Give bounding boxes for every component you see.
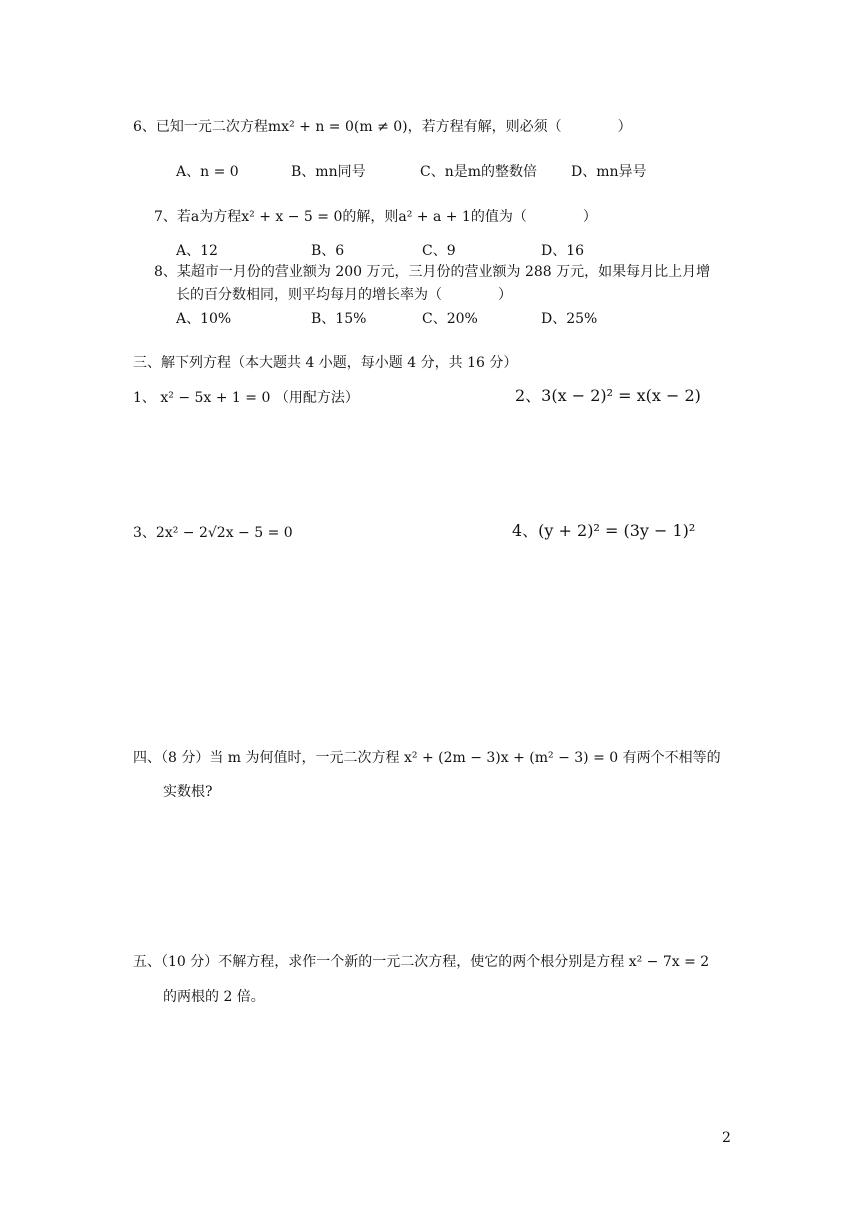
equation-problem-2: 2、3(x − 2)² = x(x − 2)	[515, 386, 701, 405]
section-5-line1: 五、（10 分）不解方程，求作一个新的一元二次方程，使它的两个根分别是方程 x² − 7x = 2	[133, 954, 710, 970]
question-8-stem-line1: 8、某超市一月份的营业额为 200 万元，三月份的营业额为 288 万元，如果每月比上月增	[154, 264, 711, 280]
q8-option-b: B、15%	[311, 311, 367, 327]
question-6-stem: 6、已知一元二次方程mx² + n = 0(m ≠ 0)，若方程有解，则必须（ ）	[133, 119, 632, 135]
section-4-line2: 实数根?	[163, 784, 213, 800]
equation-problem-4: 4、(y + 2)² = (3y − 1)²	[512, 521, 696, 540]
q6-option-c: C、n是m的整数倍	[420, 164, 538, 180]
section-5-line2: 的两根的 2 倍。	[163, 989, 265, 1005]
equation-problem-3: 3、2x² − 2√2x − 5 = 0	[133, 525, 293, 541]
q7-option-d: D、16	[541, 243, 585, 259]
section-4-line1: 四、（8 分）当 m 为何值时，一元二次方程 x² + (2m − 3)x + (m² − 3) = 0 有两个不相等的	[133, 750, 721, 766]
q7-option-a: A、12	[176, 243, 218, 259]
section-3-heading: 三、解下列方程（本大题共 4 小题，每小题 4 分，共 16 分）	[133, 355, 518, 371]
q8-option-d: D、25%	[541, 311, 598, 327]
q7-option-b: B、6	[311, 243, 345, 259]
page-number: 2	[722, 1130, 731, 1146]
q7-option-c: C、9	[422, 243, 456, 259]
q6-option-d: D、mn异号	[571, 164, 647, 180]
q8-option-a: A、10%	[176, 311, 232, 327]
q8-option-c: C、20%	[422, 311, 478, 327]
q6-option-b: B、mn同号	[291, 164, 366, 180]
q6-option-a: A、n = 0	[176, 164, 239, 180]
question-7-stem: 7、若a为方程x² + x − 5 = 0的解，则a² + a + 1的值为（ ）	[154, 209, 597, 225]
equation-problem-1: 1、 x² − 5x + 1 = 0 （用配方法）	[133, 390, 359, 406]
question-8-stem-line2: 长的百分数相同，则平均每月的增长率为（ ）	[176, 287, 512, 303]
